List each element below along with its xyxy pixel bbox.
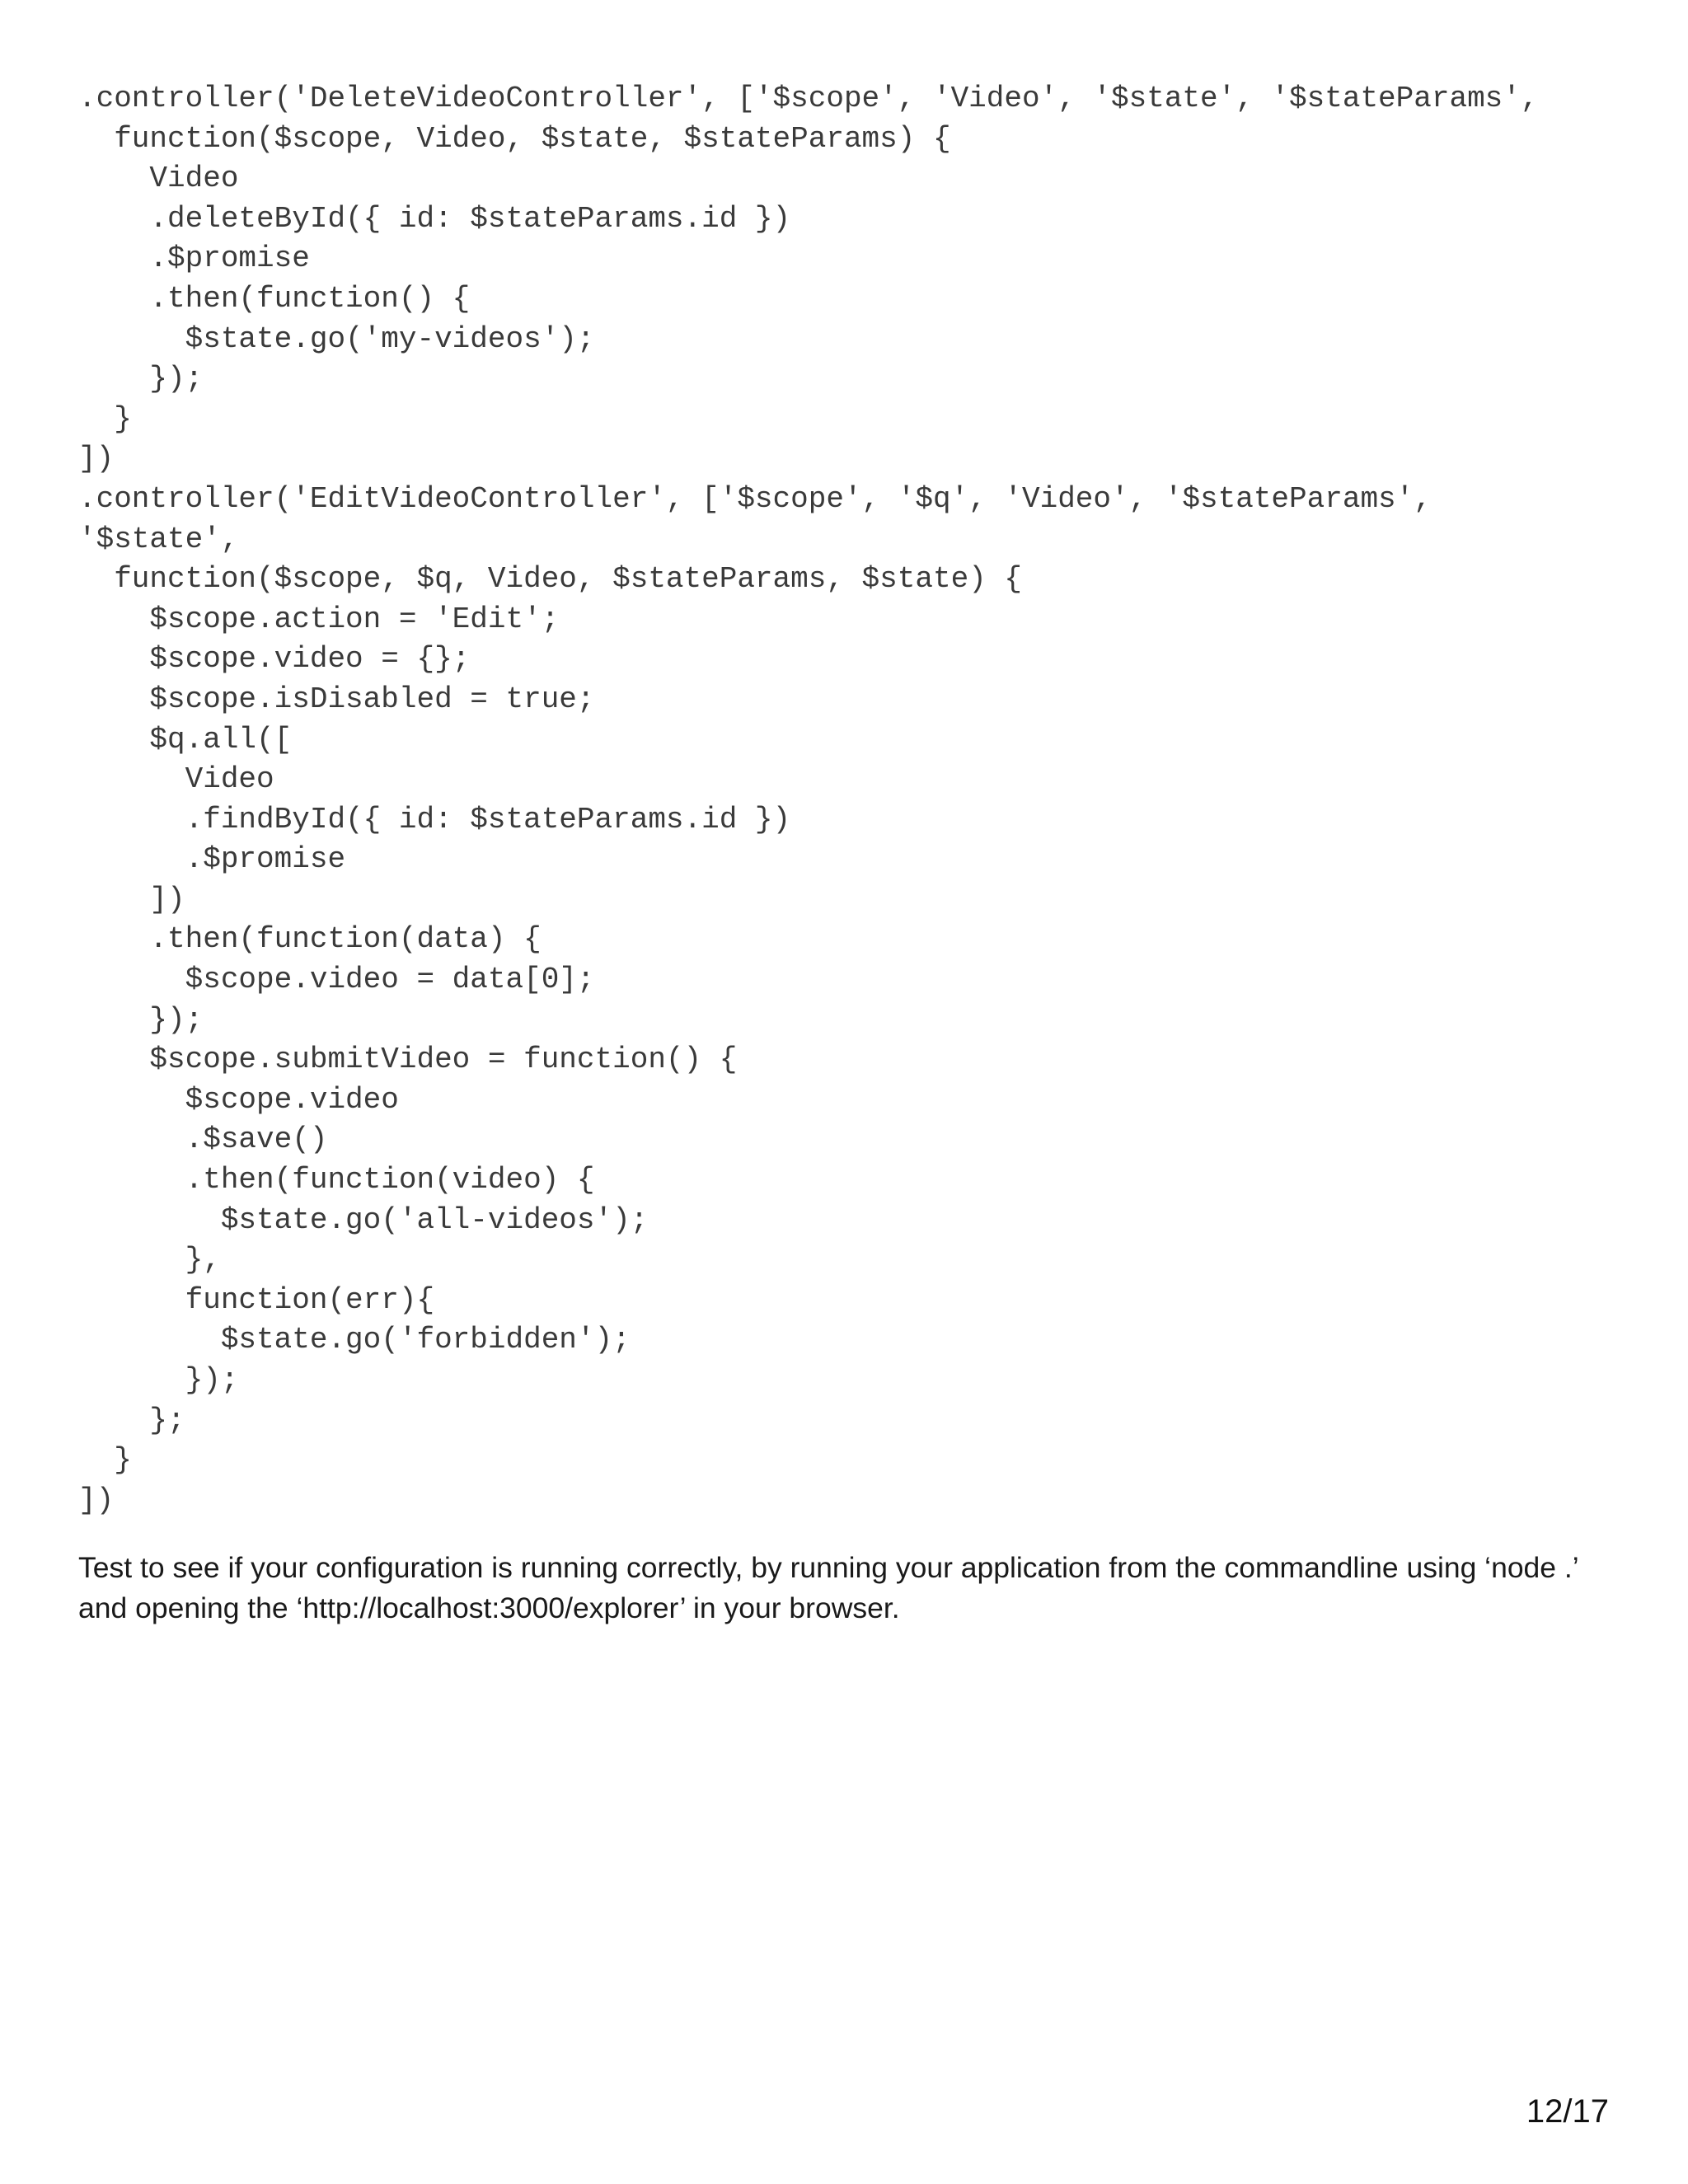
code-line: $scope.video = data[0]; [78, 963, 595, 997]
code-line: $state.go('my-videos'); [78, 321, 595, 356]
code-line: $state.go('all-videos'); [78, 1202, 649, 1237]
code-line: function(err){ [78, 1282, 435, 1317]
code-line: .then(function() { [78, 281, 471, 316]
code-line: '$state', [78, 522, 239, 556]
code-line: function($scope, Video, $state, $stateParams) { [78, 121, 951, 156]
code-line: $scope.isDisabled = true; [78, 682, 595, 716]
code-line: .controller('EditVideoController', ['$scope', '$q', 'Video', '$stateParams', [78, 481, 1432, 516]
code-line: }, [78, 1243, 221, 1277]
code-line: $scope.video = {}; [78, 642, 471, 677]
code-line: .deleteById({ id: $stateParams.id }) [78, 201, 791, 236]
code-line: .$promise [78, 241, 310, 276]
code-line: }; [78, 1403, 185, 1437]
code-line: .then(function(video) { [78, 1163, 595, 1197]
code-line: } [78, 1443, 132, 1478]
code-line: function($scope, $q, Video, $stateParams, $state) { [78, 562, 1022, 597]
code-line: $q.all([ [78, 722, 293, 757]
code-line: }); [78, 362, 204, 396]
body-paragraph: Test to see if your configuration is running correctly, by running your application from the commandline using ‘node .’ and opening the ‘http://localhost:3000/explorer’ in your browser. [78, 1551, 1578, 1624]
code-line: } [78, 401, 132, 436]
code-line: $scope.video [78, 1082, 399, 1117]
code-line: .then(function(data) { [78, 922, 542, 957]
code-line: $state.go('forbidden'); [78, 1323, 631, 1357]
code-line: .findById({ id: $stateParams.id }) [78, 802, 791, 837]
code-line: $scope.submitVideo = function() { [78, 1043, 738, 1077]
code-line: ]) [78, 882, 185, 916]
code-line: $scope.action = 'Edit'; [78, 602, 560, 636]
code-line: .$promise [78, 842, 346, 877]
code-line: .controller('DeleteVideoController', ['$scope', 'Video', '$state', '$stateParams', [78, 82, 1539, 115]
page-number: 12/17 [1526, 2093, 1609, 2130]
code-line: }); [78, 1363, 239, 1397]
code-block [78, 79, 1644, 1521]
code-line: ]) [78, 442, 115, 476]
code-line: }); [78, 1002, 204, 1037]
code-line: Video [78, 162, 239, 196]
code-line: ]) [78, 1483, 115, 1517]
code-line: Video [78, 762, 274, 797]
code-line: .$save() [78, 1122, 328, 1157]
